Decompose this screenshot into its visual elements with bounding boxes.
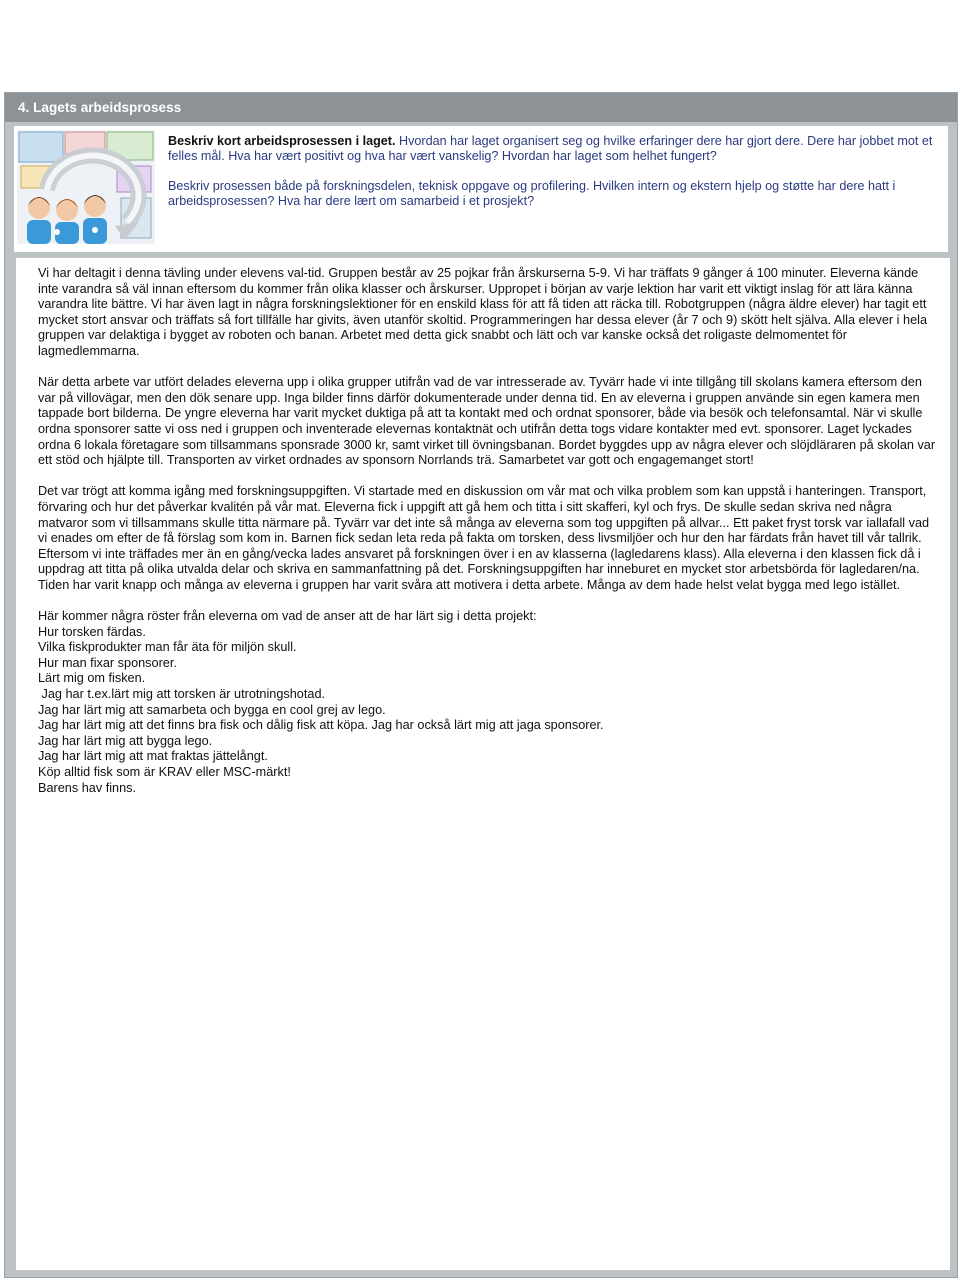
student-quote: Barens hav finns. — [38, 780, 137, 795]
student-quote: Jag har lärt mig att det finns bra fisk och dålig fisk att köpa. Jag har också lärt mig att jaga sponsorer. — [38, 718, 604, 733]
answer-text-area[interactable] — [16, 258, 950, 1270]
instruction-paragraph-2: Beskriv prosessen både på forskningsdelen, teknisk oppgave og profilering. Hvilken intern og ekstern hjelp og støtte har dere hatt i arbeidsprosessen? Hva har dere lært om samarbeid i et prosjekt? — [168, 178, 896, 208]
student-quote: Jag har t.ex.lärt mig att torsken är utrotningshotad. — [38, 687, 326, 702]
student-quote: Jag har lärt mig att samarbeta och bygga en cool grej av lego. — [38, 702, 386, 717]
answer-paragraph-3: Det var trögt att komma igång med forskningsuppgiften. Vi startade med en diskussion om vår mat och vilka problem som kan uppstå i hanteringen. Transport, förvaring och hur det påverkar kvalitén på vår mat. Eleverna fick i uppgift att gå hem och titta i sitt skafferi, kyl och frys. De skulle sedan skriva ned några matvaror som vi tillsammans skulle titta närmare på. Tyvärr var det inte så många av eleverna som tog uppgiften på allvar... Ett paket fryst torsk var iallafall vad vi enades om efter de få förslag som kom in. Barnen fick sedan leta reda på fakta om torsken, dess livsmiljöer och hur den har färdats från havet till vår tallrik. Eftersom vi inte träffades mer än en gång/vecka lades ansvaret på forskningen över i en av klasserna (lagledarens klass). Alla eleverna i den klassen fick då i uppdrag att titta på olika utvalda delar och skriva en sammanfattning på det. Forskningsuppgiften har inneburet en mycket stor arbetsbörda för lagledaren/na. Tiden har varit knapp och många av eleverna i gruppen har varit svåra att motivera i detta arbete. Många av dem hade helst velat bygga med lego istället. — [38, 484, 930, 592]
answer-text — [38, 266, 938, 796]
student-quote: Lärt mig om fisken. — [38, 671, 146, 686]
section-header — [5, 93, 957, 122]
section-title: 4. Lagets arbeidsprosess — [18, 100, 182, 115]
instruction-lead: Beskriv kort arbeidsprosessen i laget. — [168, 134, 396, 148]
instruction-box — [14, 126, 948, 252]
student-quote: Köp alltid fisk som är KRAV eller MSC-märkt! — [38, 765, 291, 779]
instruction-text — [168, 134, 944, 209]
team-illustration-image — [17, 130, 155, 244]
answer-paragraph-1: Vi har deltagit i denna tävling under elevens val-tid. Gruppen består av 25 pojkar från årskurserna 5-9. Vi har träffats 9 gånger á 100 minuter. Eleverna kände inte varandra så väl innan eftersom du kommer från olika klasser och årskurser. Uppropet i början av varje lektion har varit ett viktigt inslag för att lära känna varandra lite bättre. Vi har även lagt in några forskningslektioner för en enskild klass för att få tiden att räcka till. Robotgruppen (några äldre elever) har tagit ett mycket stort ansvar och träffats så fort tillfälle har givits, även utanför skoltid. Programmeringen har dessa elever (år 7 och 9) skött helt själva. Alla elever i hela gruppen var delaktiga i bygget av roboten och banan. Arbetet med detta gick snabbt och lätt och var kanske också det roligaste delmomentet för lagmedlemmarna. — [38, 266, 927, 358]
student-quote: Hur man fixar sponsorer. — [38, 655, 177, 670]
section-frame — [4, 92, 958, 1278]
student-quote: Vilka fiskprodukter man får äta för miljön skull. — [38, 640, 297, 655]
student-voices-intro: Här kommer några röster från eleverna om vad de anser att de har lärt sig i detta projekt: — [38, 609, 537, 624]
student-quote: Jag har lärt mig att mat fraktas jättelångt. — [38, 749, 268, 764]
answer-paragraph-2: När detta arbete var utfört delades eleverna upp i olika grupper utifrån vad de var intresserade av. Tyvärr hade vi inte tillgång till skolans kamera eftersom den var på villovägar, men den dök senare upp. Inga bilder finns därför dokumenterade under denna tid. En av eleverna i gruppen använde sin egen kamera men tappade bort bilderna. De yngre eleverna har varit mycket duktiga på att ta kontakt med och ordnat sponsorer, både via besök och telefonsamtal. När vi skulle ordna sponsorer satte vi oss ned i gruppen och inventerade elevernas kontaktnät och utifrån detta togs vidare kontakter med evt. sponsorer. Laget lyckades ordna 6 lokala företagare som tillsammans sponsrade 3000 kr, samt virket till övningsbanan. Bordet byggdes upp av några elever och slöjdläraren på skolan var ett stöd och hjälpte till. Transporten av virket ordnades av sponsorn Norrlands trä. Samarbetet var gott och engagemanget stort! — [38, 375, 936, 468]
student-voices — [38, 609, 938, 796]
student-quote: Hur torsken färdas. — [38, 624, 146, 639]
student-quote: Jag har lärt mig att bygga lego. — [38, 733, 213, 748]
instruction-rest: Hvordan har laget organisert seg og hvilke erfaringer dere har gjort dere. Dere har jobbet mot et felles mål. Hva har vært positivt og hva har vært vanskelig? Hvordan har laget som helhet fungert? — [168, 134, 933, 164]
instruction-paragraph-1 — [168, 134, 944, 165]
